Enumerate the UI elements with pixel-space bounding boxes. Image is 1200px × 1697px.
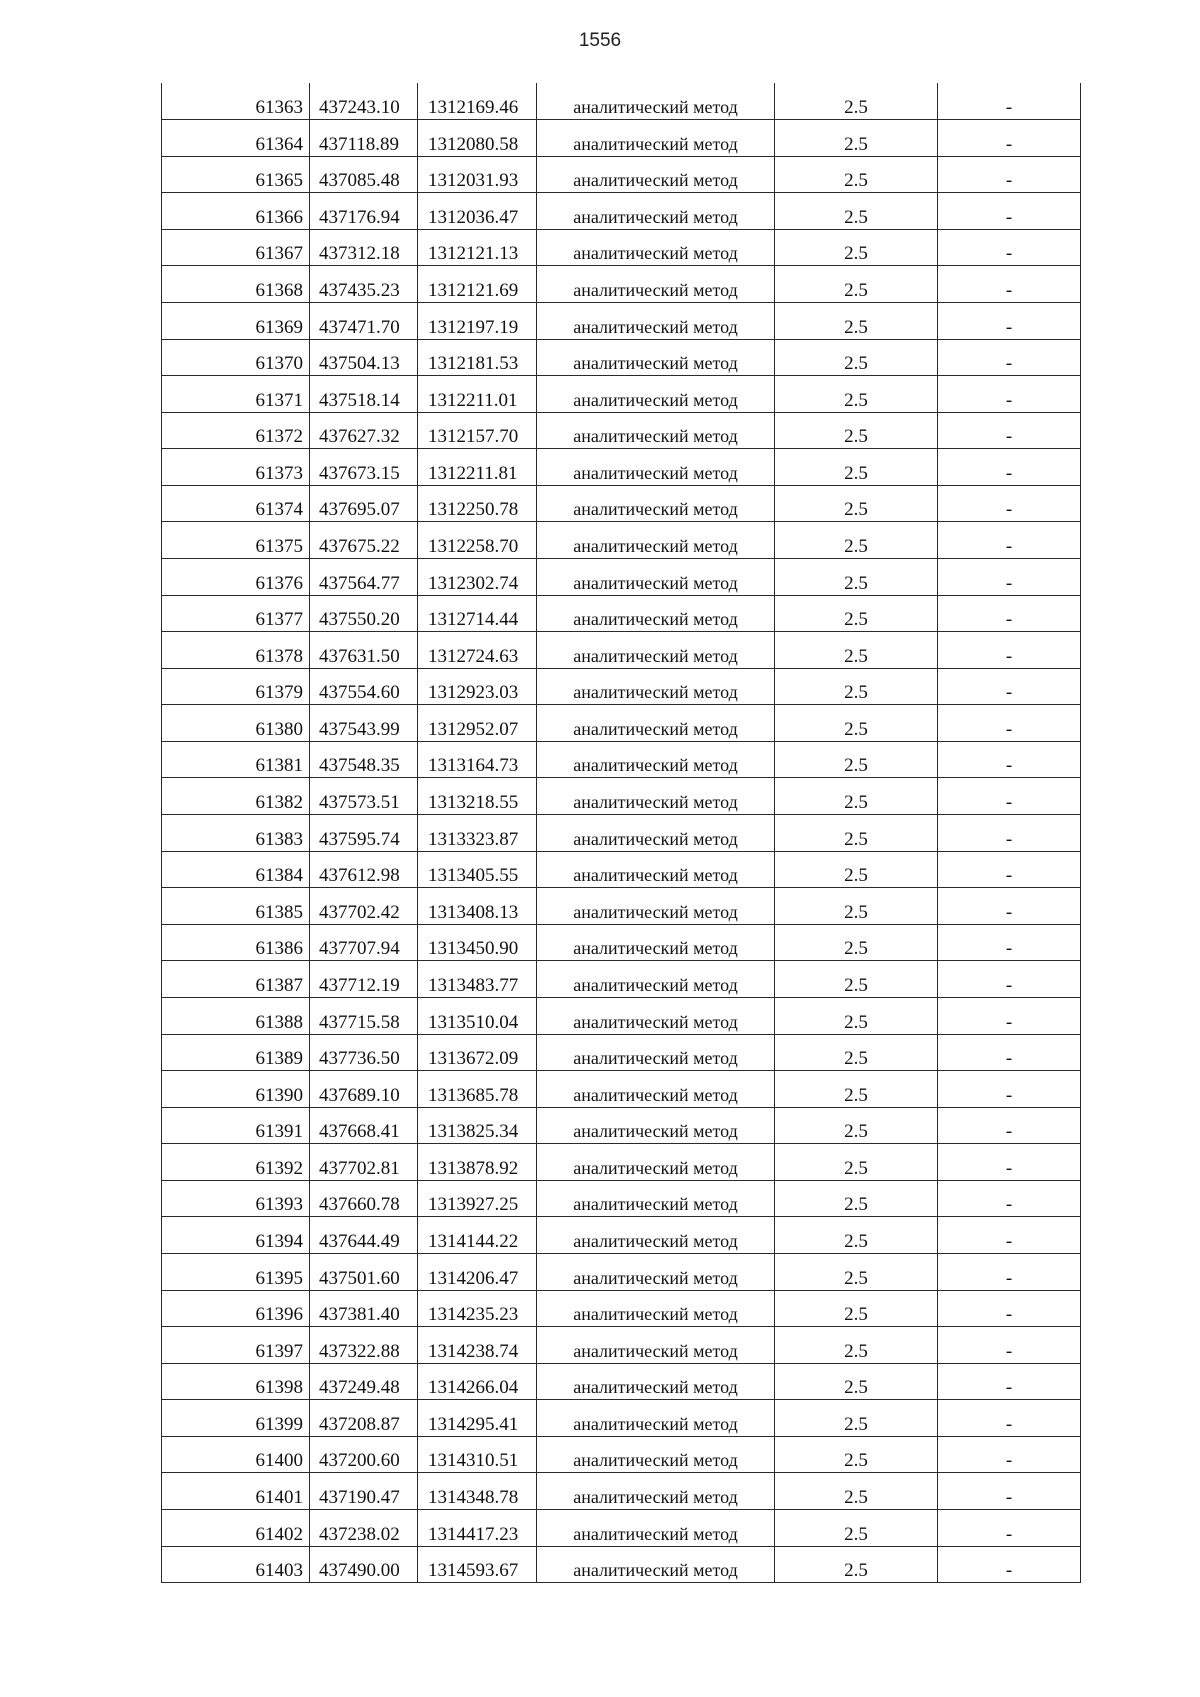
x-coordinate-cell: 437312.18 [310,229,418,266]
note-cell: - [938,1254,1081,1291]
y-coordinate-cell: 1313878.92 [418,1144,537,1181]
y-coordinate-cell: 1312121.69 [418,266,537,303]
x-coordinate-cell: 437518.14 [310,376,418,413]
point-id-cell: 61393 [162,1180,310,1217]
x-coordinate-cell: 437668.41 [310,1107,418,1144]
accuracy-cell: 2.5 [775,1510,938,1547]
x-coordinate-cell: 437702.42 [310,888,418,925]
table-row [162,924,1081,961]
accuracy-cell: 2.5 [775,1254,938,1291]
method-cell: аналитический метод [537,595,775,632]
point-id-cell: 61384 [162,851,310,888]
accuracy-cell: 2.5 [775,449,938,486]
table-row [162,1436,1081,1473]
x-coordinate-cell: 437595.74 [310,815,418,852]
method-cell: аналитический метод [537,120,775,157]
note-cell: - [938,229,1081,266]
x-coordinate-cell: 437550.20 [310,595,418,632]
method-cell: аналитический метод [537,1327,775,1364]
method-cell: аналитический метод [537,1546,775,1583]
note-cell: - [938,302,1081,339]
x-coordinate-cell: 437471.70 [310,302,418,339]
note-cell: - [938,266,1081,303]
note-cell: - [938,778,1081,815]
note-cell: - [938,485,1081,522]
point-id-cell: 61363 [162,83,310,120]
y-coordinate-cell: 1314266.04 [418,1363,537,1400]
point-id-cell: 61388 [162,997,310,1034]
y-coordinate-cell: 1314235.23 [418,1290,537,1327]
point-id-cell: 61400 [162,1436,310,1473]
table-row [162,1400,1081,1437]
point-id-cell: 61373 [162,449,310,486]
point-id-cell: 61394 [162,1217,310,1254]
point-id-cell: 61398 [162,1363,310,1400]
note-cell: - [938,632,1081,669]
point-id-cell: 61367 [162,229,310,266]
y-coordinate-cell: 1313408.13 [418,888,537,925]
y-coordinate-cell: 1312250.78 [418,485,537,522]
point-id-cell: 61371 [162,376,310,413]
table-row [162,376,1081,413]
table-row [162,522,1081,559]
point-id-cell: 61401 [162,1473,310,1510]
accuracy-cell: 2.5 [775,1180,938,1217]
method-cell: аналитический метод [537,1290,775,1327]
x-coordinate-cell: 437118.89 [310,120,418,157]
x-coordinate-cell: 437243.10 [310,83,418,120]
accuracy-cell: 2.5 [775,339,938,376]
accuracy-cell: 2.5 [775,83,938,120]
table-row [162,888,1081,925]
y-coordinate-cell: 1313672.09 [418,1034,537,1071]
table-row [162,1254,1081,1291]
table-row [162,485,1081,522]
table-row [162,412,1081,449]
point-id-cell: 61375 [162,522,310,559]
table-row [162,961,1081,998]
table-row [162,1473,1081,1510]
accuracy-cell: 2.5 [775,1071,938,1108]
table-row [162,266,1081,303]
table-row [162,302,1081,339]
note-cell: - [938,1290,1081,1327]
accuracy-cell: 2.5 [775,851,938,888]
table-row [162,1327,1081,1364]
y-coordinate-cell: 1313323.87 [418,815,537,852]
note-cell: - [938,522,1081,559]
note-cell: - [938,83,1081,120]
point-id-cell: 61395 [162,1254,310,1291]
accuracy-cell: 2.5 [775,961,938,998]
x-coordinate-cell: 437736.50 [310,1034,418,1071]
y-coordinate-cell: 1312211.01 [418,376,537,413]
method-cell: аналитический метод [537,1217,775,1254]
point-id-cell: 61377 [162,595,310,632]
accuracy-cell: 2.5 [775,741,938,778]
table-row [162,193,1081,230]
y-coordinate-cell: 1312952.07 [418,705,537,742]
table-row [162,997,1081,1034]
accuracy-cell: 2.5 [775,595,938,632]
note-cell: - [938,1473,1081,1510]
point-id-cell: 61387 [162,961,310,998]
note-cell: - [938,1180,1081,1217]
y-coordinate-cell: 1313450.90 [418,924,537,961]
x-coordinate-cell: 437176.94 [310,193,418,230]
accuracy-cell: 2.5 [775,376,938,413]
x-coordinate-cell: 437689.10 [310,1071,418,1108]
y-coordinate-cell: 1312211.81 [418,449,537,486]
y-coordinate-cell: 1312714.44 [418,595,537,632]
table-row [162,1071,1081,1108]
y-coordinate-cell: 1312157.70 [418,412,537,449]
method-cell: аналитический метод [537,741,775,778]
x-coordinate-cell: 437548.35 [310,741,418,778]
method-cell: аналитический метод [537,266,775,303]
method-cell: аналитический метод [537,1180,775,1217]
accuracy-cell: 2.5 [775,1034,938,1071]
accuracy-cell: 2.5 [775,1327,938,1364]
method-cell: аналитический метод [537,888,775,925]
note-cell: - [938,120,1081,157]
accuracy-cell: 2.5 [775,156,938,193]
point-id-cell: 61369 [162,302,310,339]
y-coordinate-cell: 1312169.46 [418,83,537,120]
y-coordinate-cell: 1314295.41 [418,1400,537,1437]
table-row [162,156,1081,193]
y-coordinate-cell: 1313483.77 [418,961,537,998]
accuracy-cell: 2.5 [775,1107,938,1144]
x-coordinate-cell: 437208.87 [310,1400,418,1437]
accuracy-cell: 2.5 [775,1436,938,1473]
x-coordinate-cell: 437381.40 [310,1290,418,1327]
x-coordinate-cell: 437490.00 [310,1546,418,1583]
x-coordinate-cell: 437200.60 [310,1436,418,1473]
point-id-cell: 61370 [162,339,310,376]
note-cell: - [938,741,1081,778]
note-cell: - [938,1400,1081,1437]
note-cell: - [938,1363,1081,1400]
note-cell: - [938,851,1081,888]
table-row [162,778,1081,815]
note-cell: - [938,595,1081,632]
y-coordinate-cell: 1312258.70 [418,522,537,559]
point-id-cell: 61378 [162,632,310,669]
table-body [162,83,1081,1583]
accuracy-cell: 2.5 [775,229,938,266]
table-row [162,1217,1081,1254]
y-coordinate-cell: 1312121.13 [418,229,537,266]
method-cell: аналитический метод [537,924,775,961]
accuracy-cell: 2.5 [775,997,938,1034]
table-row [162,339,1081,376]
note-cell: - [938,815,1081,852]
y-coordinate-cell: 1312197.19 [418,302,537,339]
y-coordinate-cell: 1312181.53 [418,339,537,376]
x-coordinate-cell: 437627.32 [310,412,418,449]
point-id-cell: 61397 [162,1327,310,1364]
point-id-cell: 61392 [162,1144,310,1181]
x-coordinate-cell: 437190.47 [310,1473,418,1510]
method-cell: аналитический метод [537,1400,775,1437]
method-cell: аналитический метод [537,302,775,339]
table-row [162,632,1081,669]
note-cell: - [938,1436,1081,1473]
note-cell: - [938,924,1081,961]
accuracy-cell: 2.5 [775,1363,938,1400]
point-id-cell: 61386 [162,924,310,961]
point-id-cell: 61382 [162,778,310,815]
accuracy-cell: 2.5 [775,559,938,596]
accuracy-cell: 2.5 [775,924,938,961]
y-coordinate-cell: 1313405.55 [418,851,537,888]
point-id-cell: 61385 [162,888,310,925]
table-row [162,1363,1081,1400]
y-coordinate-cell: 1314238.74 [418,1327,537,1364]
accuracy-cell: 2.5 [775,1144,938,1181]
table-row [162,1107,1081,1144]
accuracy-cell: 2.5 [775,888,938,925]
point-id-cell: 61390 [162,1071,310,1108]
accuracy-cell: 2.5 [775,302,938,339]
note-cell: - [938,1327,1081,1364]
method-cell: аналитический метод [537,778,775,815]
x-coordinate-cell: 437631.50 [310,632,418,669]
table-row [162,1034,1081,1071]
method-cell: аналитический метод [537,559,775,596]
accuracy-cell: 2.5 [775,1473,938,1510]
x-coordinate-cell: 437612.98 [310,851,418,888]
x-coordinate-cell: 437573.51 [310,778,418,815]
x-coordinate-cell: 437675.22 [310,522,418,559]
accuracy-cell: 2.5 [775,522,938,559]
method-cell: аналитический метод [537,705,775,742]
point-id-cell: 61368 [162,266,310,303]
method-cell: аналитический метод [537,1034,775,1071]
table-row [162,815,1081,852]
y-coordinate-cell: 1312036.47 [418,193,537,230]
accuracy-cell: 2.5 [775,120,938,157]
accuracy-cell: 2.5 [775,1217,938,1254]
table-row [162,559,1081,596]
note-cell: - [938,156,1081,193]
note-cell: - [938,559,1081,596]
point-id-cell: 61376 [162,559,310,596]
note-cell: - [938,961,1081,998]
point-id-cell: 61396 [162,1290,310,1327]
y-coordinate-cell: 1314348.78 [418,1473,537,1510]
table-row [162,1290,1081,1327]
y-coordinate-cell: 1314206.47 [418,1254,537,1291]
table-row [162,1180,1081,1217]
x-coordinate-cell: 437564.77 [310,559,418,596]
y-coordinate-cell: 1313927.25 [418,1180,537,1217]
accuracy-cell: 2.5 [775,668,938,705]
note-cell: - [938,997,1081,1034]
note-cell: - [938,449,1081,486]
method-cell: аналитический метод [537,1363,775,1400]
accuracy-cell: 2.5 [775,193,938,230]
note-cell: - [938,1217,1081,1254]
x-coordinate-cell: 437660.78 [310,1180,418,1217]
table-row [162,595,1081,632]
table-row [162,229,1081,266]
method-cell: аналитический метод [537,193,775,230]
accuracy-cell: 2.5 [775,1400,938,1437]
method-cell: аналитический метод [537,632,775,669]
table-row [162,705,1081,742]
method-cell: аналитический метод [537,376,775,413]
accuracy-cell: 2.5 [775,1546,938,1583]
y-coordinate-cell: 1314144.22 [418,1217,537,1254]
note-cell: - [938,1144,1081,1181]
note-cell: - [938,193,1081,230]
y-coordinate-cell: 1313685.78 [418,1071,537,1108]
x-coordinate-cell: 437238.02 [310,1510,418,1547]
point-id-cell: 61399 [162,1400,310,1437]
table-row [162,1510,1081,1547]
method-cell: аналитический метод [537,1436,775,1473]
method-cell: аналитический метод [537,815,775,852]
y-coordinate-cell: 1312923.03 [418,668,537,705]
method-cell: аналитический метод [537,1144,775,1181]
point-id-cell: 61374 [162,485,310,522]
method-cell: аналитический метод [537,1071,775,1108]
method-cell: аналитический метод [537,997,775,1034]
method-cell: аналитический метод [537,1254,775,1291]
table-row [162,851,1081,888]
y-coordinate-cell: 1313510.04 [418,997,537,1034]
x-coordinate-cell: 437554.60 [310,668,418,705]
point-id-cell: 61403 [162,1546,310,1583]
x-coordinate-cell: 437504.13 [310,339,418,376]
accuracy-cell: 2.5 [775,778,938,815]
point-id-cell: 61364 [162,120,310,157]
note-cell: - [938,412,1081,449]
point-id-cell: 61372 [162,412,310,449]
x-coordinate-cell: 437435.23 [310,266,418,303]
note-cell: - [938,1510,1081,1547]
point-id-cell: 61389 [162,1034,310,1071]
point-id-cell: 61402 [162,1510,310,1547]
y-coordinate-cell: 1313164.73 [418,741,537,778]
page-number: 1556 [578,30,622,51]
y-coordinate-cell: 1313825.34 [418,1107,537,1144]
x-coordinate-cell: 437543.99 [310,705,418,742]
table-row [162,120,1081,157]
method-cell: аналитический метод [537,339,775,376]
note-cell: - [938,1034,1081,1071]
x-coordinate-cell: 437707.94 [310,924,418,961]
y-coordinate-cell: 1312031.93 [418,156,537,193]
point-id-cell: 61391 [162,1107,310,1144]
method-cell: аналитический метод [537,1510,775,1547]
x-coordinate-cell: 437673.15 [310,449,418,486]
note-cell: - [938,888,1081,925]
y-coordinate-cell: 1313218.55 [418,778,537,815]
method-cell: аналитический метод [537,485,775,522]
y-coordinate-cell: 1314310.51 [418,1436,537,1473]
x-coordinate-cell: 437644.49 [310,1217,418,1254]
x-coordinate-cell: 437501.60 [310,1254,418,1291]
accuracy-cell: 2.5 [775,1290,938,1327]
note-cell: - [938,376,1081,413]
y-coordinate-cell: 1314593.67 [418,1546,537,1583]
y-coordinate-cell: 1312302.74 [418,559,537,596]
method-cell: аналитический метод [537,229,775,266]
x-coordinate-cell: 437695.07 [310,485,418,522]
note-cell: - [938,668,1081,705]
point-id-cell: 61380 [162,705,310,742]
table-row [162,1546,1081,1583]
point-id-cell: 61366 [162,193,310,230]
table-row [162,668,1081,705]
method-cell: аналитический метод [537,1473,775,1510]
note-cell: - [938,339,1081,376]
point-id-cell: 61379 [162,668,310,705]
method-cell: аналитический метод [537,522,775,559]
method-cell: аналитический метод [537,1107,775,1144]
point-id-cell: 61365 [162,156,310,193]
method-cell: аналитический метод [537,412,775,449]
x-coordinate-cell: 437715.58 [310,997,418,1034]
x-coordinate-cell: 437322.88 [310,1327,418,1364]
accuracy-cell: 2.5 [775,485,938,522]
y-coordinate-cell: 1314417.23 [418,1510,537,1547]
method-cell: аналитический метод [537,83,775,120]
note-cell: - [938,1107,1081,1144]
y-coordinate-cell: 1312724.63 [418,632,537,669]
x-coordinate-cell: 437249.48 [310,1363,418,1400]
table-row [162,449,1081,486]
x-coordinate-cell: 437702.81 [310,1144,418,1181]
accuracy-cell: 2.5 [775,632,938,669]
method-cell: аналитический метод [537,961,775,998]
accuracy-cell: 2.5 [775,815,938,852]
point-id-cell: 61383 [162,815,310,852]
method-cell: аналитический метод [537,449,775,486]
table-row [162,83,1081,120]
table-row [162,741,1081,778]
point-id-cell: 61381 [162,741,310,778]
method-cell: аналитический метод [537,851,775,888]
x-coordinate-cell: 437085.48 [310,156,418,193]
table-row [162,1144,1081,1181]
coordinates-table [161,83,1081,1583]
method-cell: аналитический метод [537,668,775,705]
note-cell: - [938,1071,1081,1108]
accuracy-cell: 2.5 [775,266,938,303]
accuracy-cell: 2.5 [775,412,938,449]
note-cell: - [938,705,1081,742]
y-coordinate-cell: 1312080.58 [418,120,537,157]
accuracy-cell: 2.5 [775,705,938,742]
method-cell: аналитический метод [537,156,775,193]
note-cell: - [938,1546,1081,1583]
x-coordinate-cell: 437712.19 [310,961,418,998]
